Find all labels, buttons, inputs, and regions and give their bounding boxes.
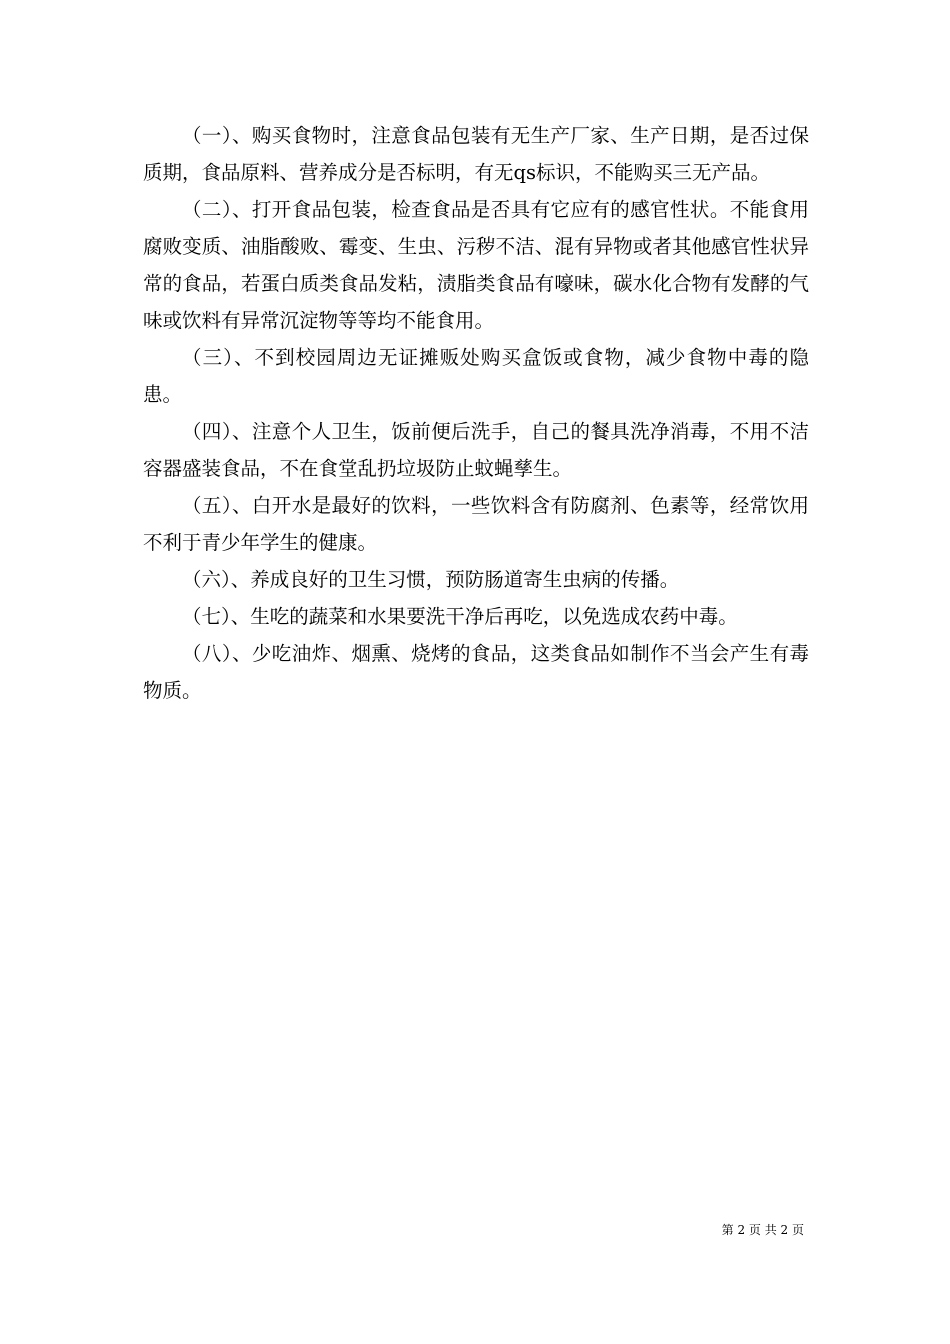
paragraph-7: （七）、生吃的蔬菜和水果要洗干净后再吃，以免选成农药中毒。 [182, 605, 738, 628]
paragraph-6: （六）、养成良好的卫生习惯，预防肠道寄生虫病的传播。 [182, 568, 680, 591]
page-number-footer: 第 2 页 共 2 页 [721, 1223, 804, 1237]
paragraph-3: （三）、不到校园周边无证摊贩处购买盒饭或食物，减少食物中毒的隐患。 [143, 346, 809, 406]
paragraph-4: （四）、注意个人卫生，饭前便后洗手，自己的餐具洗净消毒，不用不洁容器盛装食品，不在食堂乱扔垃圾防止蚊蝇孳生。 [143, 420, 809, 480]
paragraph-5: （五）、白开水是最好的饮料，一些饮料含有防腐剂、色素等，经常饮用不利于青少年学生的健康。 [143, 494, 809, 554]
paragraph-1: （一）、购买食物时，注意食品包装有无生产厂家、生产日期，是否过保质期，食品原料、营养成分是否标明，有无qs标识，不能购买三无产品。 [143, 124, 809, 184]
document-body [143, 117, 809, 709]
paragraph-8: （八）、少吃油炸、烟熏、烧烤的食品，这类食品如制作不当会产生有毒物质。 [143, 642, 809, 702]
paragraph-2: （二）、打开食品包装，检查食品是否具有它应有的感官性状。不能食用腐败变质、油脂酸败、霉变、生虫、污秽不洁、混有异物或者其他感官性状异常的食品，若蛋白质类食品发粘，渍脂类食品有嚎味，碳水化合物有发酵的气味或饮料有异常沉淀物等等均不能食用。 [143, 198, 809, 332]
